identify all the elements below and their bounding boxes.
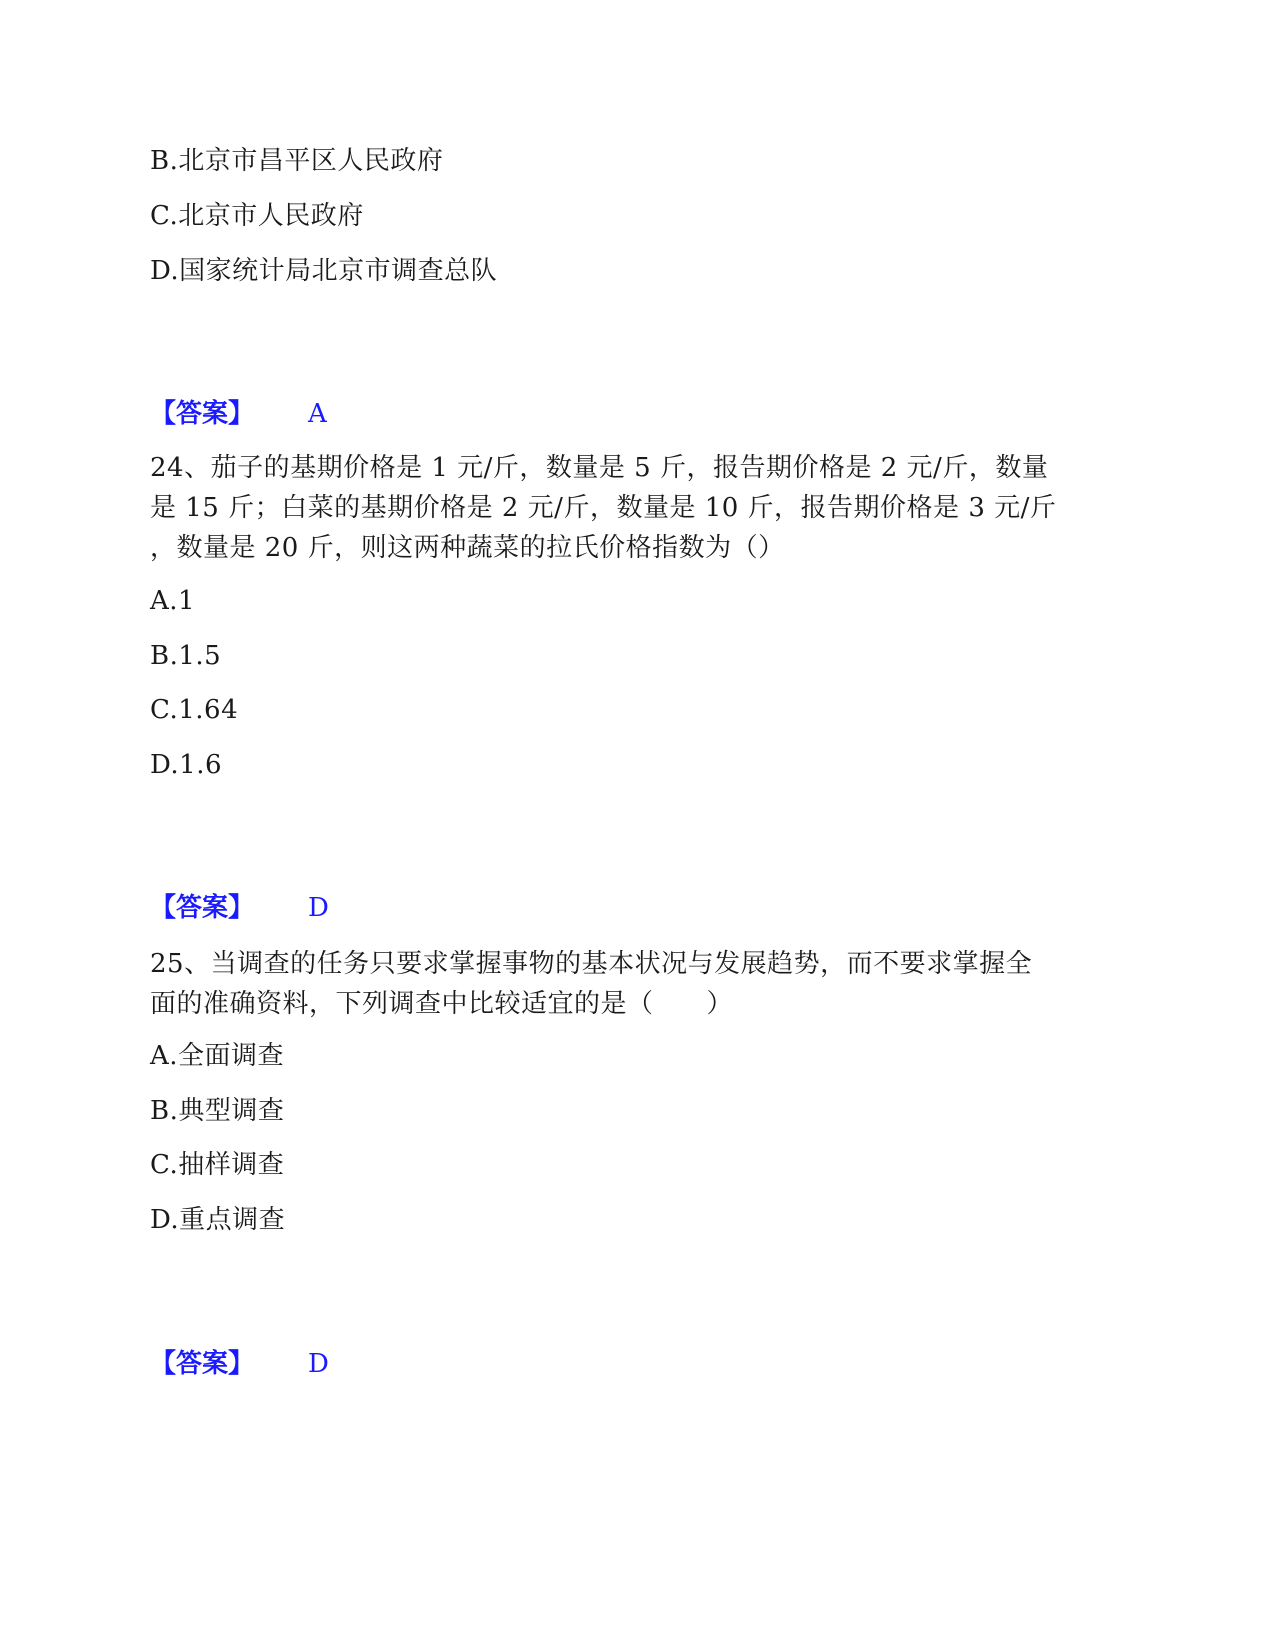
- answer-letter: D: [308, 1349, 329, 1379]
- q24-answer: [150, 893, 329, 923]
- q24-option-c: C.1.64: [150, 695, 239, 725]
- q25-option-b: B.典型调查: [150, 1096, 285, 1126]
- question-25: [150, 944, 1120, 1024]
- answer-label: 【答案】: [150, 399, 255, 429]
- answer-letter: D: [308, 893, 329, 923]
- question-25-line-1: 25、当调查的任务只要求掌握事物的基本状况与发展趋势，而不要求掌握全: [150, 949, 1033, 979]
- answer-label: 【答案】: [150, 1349, 255, 1379]
- answer-letter: A: [308, 399, 327, 429]
- prev-option-b: B.北京市昌平区人民政府: [150, 146, 444, 176]
- answer-label: 【答案】: [150, 893, 255, 923]
- q25-option-d: D.重点调查: [150, 1205, 286, 1235]
- q25-answer: [150, 1349, 329, 1379]
- question-25-line-2: 面的准确资料，下列调查中比较适宜的是（ ）: [150, 989, 734, 1019]
- q24-option-b: B.1.5: [150, 641, 222, 671]
- q24-option-a: A.1: [150, 586, 196, 616]
- question-24-line-1: 24、茄子的基期价格是 1 元/斤，数量是 5 斤，报告期价格是 2 元/斤，数量: [150, 453, 1049, 483]
- question-24-line-3: ，数量是 20 斤，则这两种蔬菜的拉氏价格指数为（）: [150, 533, 785, 563]
- prev-option-c: C.北京市人民政府: [150, 201, 364, 231]
- question-24-line-2: 是 15 斤；白菜的基期价格是 2 元/斤，数量是 10 斤，报告期价格是 3 元/斤: [150, 493, 1057, 523]
- q25-option-c: C.抽样调查: [150, 1150, 285, 1180]
- q25-option-a: A.全面调查: [150, 1041, 285, 1071]
- question-24: [150, 448, 1120, 568]
- prev-option-d: D.国家统计局北京市调查总队: [150, 256, 498, 286]
- prev-answer: [150, 399, 327, 429]
- q24-option-d: D.1.6: [150, 750, 223, 780]
